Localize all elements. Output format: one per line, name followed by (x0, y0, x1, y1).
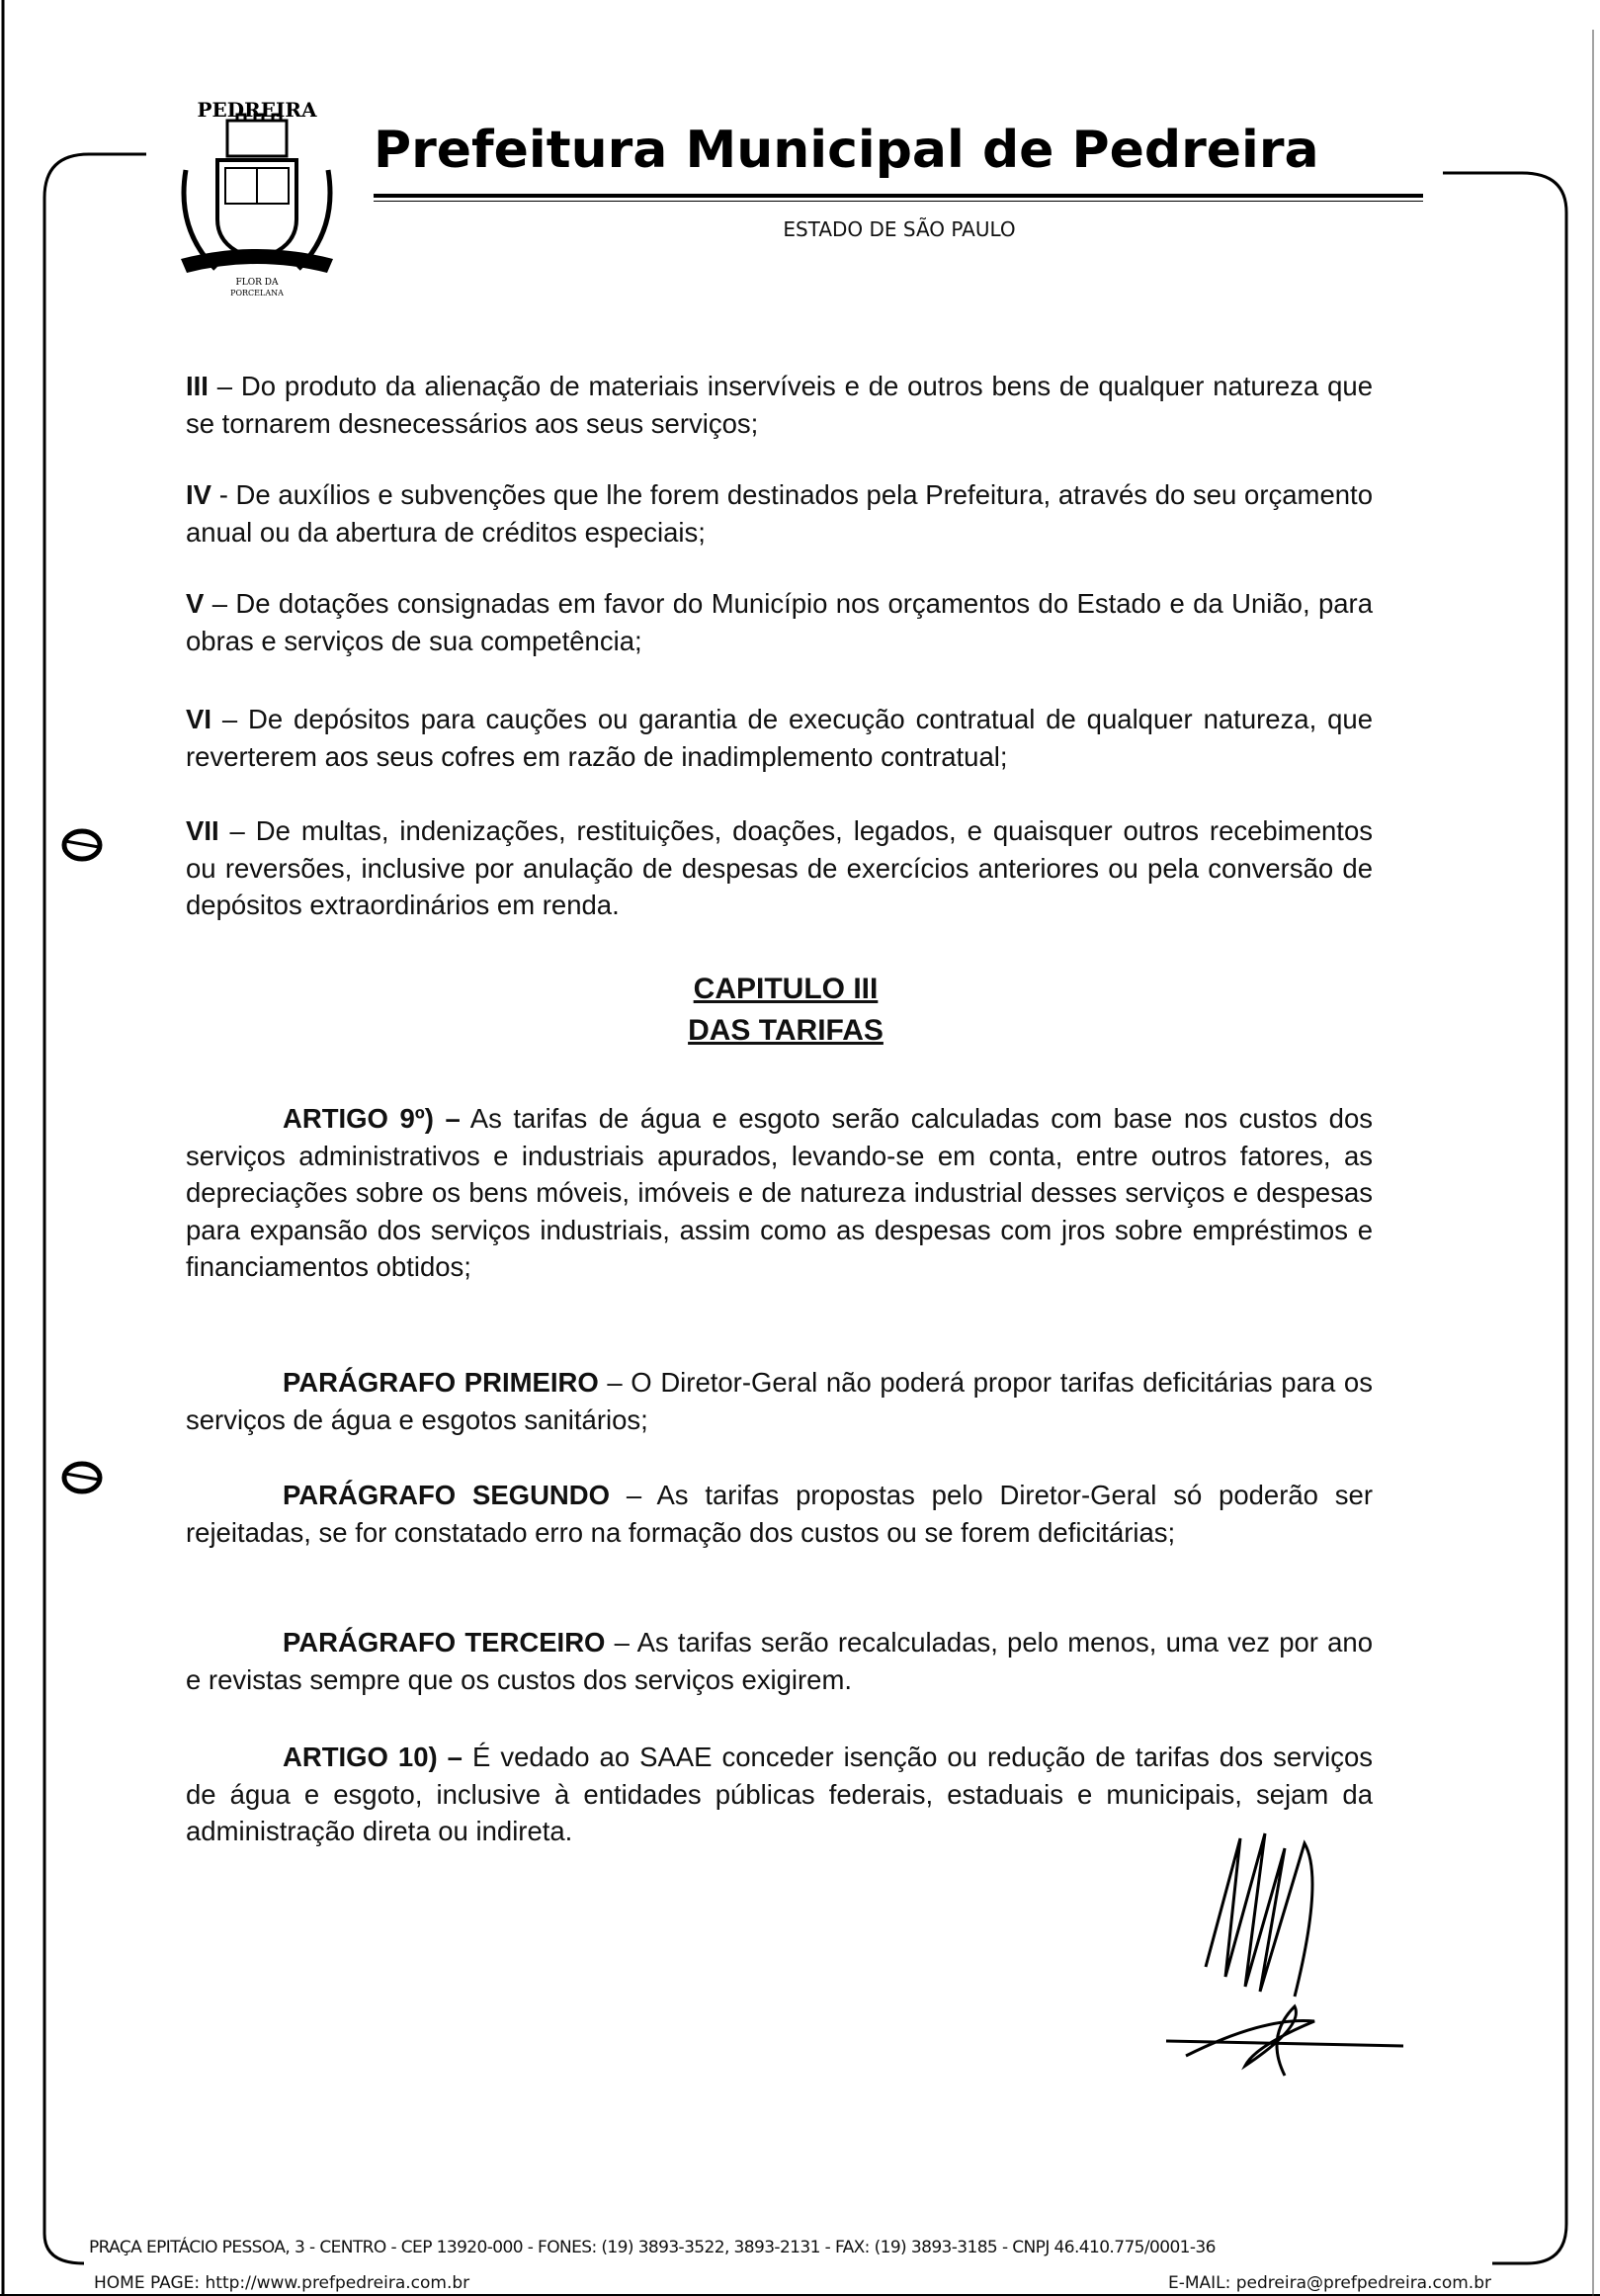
svg-text:PORCELANA: PORCELANA (230, 289, 284, 298)
article-paragraph (186, 1477, 1373, 1551)
footer-email[interactable]: E-MAIL: pedreira@prefpedreira.com.br (1167, 2273, 1491, 2293)
article-text: É vedado ao SAAE conceder isenção ou redução de tarifas dos serviços de água e esgoto, inclusive à entidades públicas federais, estaduais e municipais, sejam da administração direta ou indireta. (186, 1742, 1373, 1846)
article-paragraph (186, 1364, 1373, 1438)
item-text: – De multas, indenizações, restituições, doações, legados, e quaisquer outros recebimentos ou reversões, inclusive por anulação de despesas de exercícios anteriores ou pela conversão de depósitos extraordinários em renda. (186, 815, 1373, 920)
item-label: IV (186, 479, 211, 510)
item-text: – De dotações consignadas em favor do Município nos orçamentos do Estado e da União, para obras e serviços de sua competência; (186, 588, 1373, 656)
article-paragraph (186, 1100, 1373, 1286)
svg-text:FLOR DA: FLOR DA (235, 278, 279, 288)
footer-address: PRAÇA EPITÁCIO PESSOA, 3 - CENTRO - CEP 13920-000 - FONES: (19) 3893-3522, 3893-2131 - FAX: (19) 3893-3185 - CNPJ 46.410.775/0001-36 (89, 2238, 1216, 2257)
page-title: Prefeitura Municipal de Pedreira (374, 121, 1319, 180)
item-label: VI (186, 704, 211, 734)
footer-homepage[interactable]: HOME PAGE: http://www.prefpedreira.com.br (94, 2273, 470, 2293)
punch-hole-mark-icon (59, 825, 105, 865)
list-item (186, 368, 1373, 442)
article-label: PARÁGRAFO TERCEIRO (283, 1627, 606, 1658)
article-paragraph (186, 1624, 1373, 1698)
item-label: VII (186, 815, 219, 846)
article-text: – As tarifas propostas pelo Diretor-Geral só poderão ser rejeitadas, se for constatado erro na formação dos custos ou se forem deficitárias; (186, 1480, 1373, 1548)
title-rule-thin (374, 201, 1423, 202)
item-text: - De auxílios e subvenções que lhe forem destinados pela Prefeitura, através do seu orçamento anual ou da abertura de créditos especiais; (186, 479, 1373, 548)
item-label: III (186, 371, 209, 401)
article-text: – O Diretor-Geral não poderá propor tarifas deficitárias para os serviços de água e esgotos sanitários; (186, 1367, 1373, 1435)
item-label: V (186, 588, 205, 619)
chapter-heading: CAPITULO III (693, 973, 879, 1005)
list-item (186, 476, 1373, 551)
chapter-title: DAS TARIFAS (688, 1014, 884, 1047)
item-text: – Do produto da alienação de materiais inservíveis e de outros bens de qualquer natureza que se tornarem desnecessários aos seus serviços; (186, 371, 1373, 439)
article-label: PARÁGRAFO PRIMEIRO (283, 1367, 599, 1398)
article-text: – As tarifas serão recalculadas, pelo menos, uma vez por ano e revistas sempre que os custos dos serviços exigirem. (186, 1627, 1373, 1695)
list-item (186, 812, 1373, 924)
list-item (186, 585, 1373, 659)
list-item (186, 701, 1373, 775)
article-label: ARTIGO 10) – (283, 1742, 463, 1772)
logo-text-top: PEDREIRA (197, 98, 317, 122)
state-subtitle: ESTADO DE SÃO PAULO (783, 217, 1016, 241)
punch-hole-mark-icon (59, 1458, 105, 1497)
item-text: – De depósitos para cauções ou garantia de execução contratual de qualquer natureza, que reverterem aos seus cofres em razão de inadimplemento contratual; (186, 704, 1373, 772)
article-text: As tarifas de água e esgoto serão calculadas com base nos custos dos serviços administrativos e industriais apurados, levando-se em conta, entre outros fatores, as depreciações sobre os bens móveis, imóveis e de natureza industrial desses serviços e despesas para expansão dos serviços industriais, assim como as despesas com jros sobre empréstimos e financiamentos obtidos; (186, 1103, 1373, 1282)
article-label: ARTIGO 9º) – (283, 1103, 461, 1134)
title-rule (374, 194, 1423, 198)
article-label: PARÁGRAFO SEGUNDO (283, 1480, 611, 1510)
handwritten-signature (1146, 1819, 1413, 2085)
municipal-coat-of-arms-logo (166, 91, 348, 298)
